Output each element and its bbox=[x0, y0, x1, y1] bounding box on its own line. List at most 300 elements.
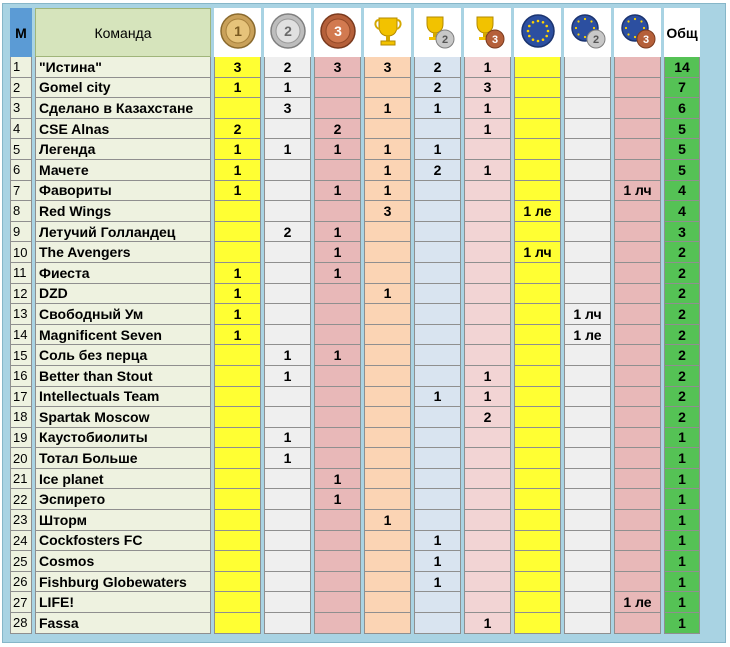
table-row bbox=[10, 489, 700, 510]
table-row bbox=[10, 98, 700, 119]
table-row bbox=[10, 448, 700, 469]
euro-gold-count-cell bbox=[514, 531, 561, 552]
bronze-cup-icon bbox=[469, 12, 507, 50]
euro-gold-count-cell bbox=[514, 139, 561, 160]
rank-cell: 19 bbox=[10, 428, 32, 449]
bronze-cup-count-cell bbox=[464, 489, 511, 510]
table-row bbox=[10, 325, 700, 346]
bronze-cup-count-cell: 1 bbox=[464, 613, 511, 634]
euro-silver-count-cell bbox=[564, 366, 611, 387]
bronze-cup-count-cell: 2 bbox=[464, 407, 511, 428]
bronze-medal-count-cell: 1 bbox=[314, 263, 361, 284]
gold-cup-count-cell bbox=[364, 263, 411, 284]
rank-cell: 26 bbox=[10, 572, 32, 593]
gold-medal-count-cell: 1 bbox=[214, 325, 261, 346]
silver-medal-count-cell bbox=[264, 572, 311, 593]
euro-bronze-count-cell bbox=[614, 572, 661, 593]
rank-cell: 16 bbox=[10, 366, 32, 387]
bronze-medal-count-cell bbox=[314, 510, 361, 531]
bronze-cup-count-cell bbox=[464, 139, 511, 160]
gold-cup-count-cell: 1 bbox=[364, 139, 411, 160]
total-cell: 2 bbox=[664, 366, 700, 387]
gold-medal-count-cell bbox=[214, 387, 261, 408]
gold-cup-count-cell: 1 bbox=[364, 160, 411, 181]
total-cell: 2 bbox=[664, 304, 700, 325]
silver-cup-count-cell bbox=[414, 428, 461, 449]
silver-cup-count-cell bbox=[414, 284, 461, 305]
table-row bbox=[10, 263, 700, 284]
euro-gold-count-cell bbox=[514, 572, 561, 593]
team-name-cell: Сделано в Казахстане bbox=[35, 98, 211, 119]
bronze-medal-count-cell bbox=[314, 78, 361, 99]
total-cell: 1 bbox=[664, 592, 700, 613]
silver-cup-count-cell bbox=[414, 489, 461, 510]
gold-medal-count-cell: 1 bbox=[214, 284, 261, 305]
euro-bronze-count-cell bbox=[614, 551, 661, 572]
table-row bbox=[10, 242, 700, 263]
euro-silver-coin-icon bbox=[569, 12, 607, 50]
bronze-cup-count-cell bbox=[464, 242, 511, 263]
header-team: Команда bbox=[35, 8, 211, 57]
team-name-cell: Свободный Ум bbox=[35, 304, 211, 325]
silver-medal-count-cell: 1 bbox=[264, 78, 311, 99]
team-name-cell: DZD bbox=[35, 284, 211, 305]
euro-silver-count-cell bbox=[564, 263, 611, 284]
gold-medal-count-cell: 1 bbox=[214, 181, 261, 202]
euro-bronze-count-cell bbox=[614, 387, 661, 408]
gold-medal-count-cell bbox=[214, 345, 261, 366]
bronze-medal-count-cell: 1 bbox=[314, 222, 361, 243]
euro-silver-count-cell bbox=[564, 201, 611, 222]
team-name-cell: Cosmos bbox=[35, 551, 211, 572]
bronze-medal-count-cell: 1 bbox=[314, 139, 361, 160]
gold-cup-count-cell bbox=[364, 407, 411, 428]
total-cell: 2 bbox=[664, 387, 700, 408]
silver-medal-count-cell bbox=[264, 407, 311, 428]
silver-medal-count-cell bbox=[264, 551, 311, 572]
euro-gold-count-cell bbox=[514, 448, 561, 469]
silver-medal-count-cell bbox=[264, 201, 311, 222]
silver-medal-count-cell: 1 bbox=[264, 366, 311, 387]
gold-cup-count-cell: 1 bbox=[364, 98, 411, 119]
silver-medal-count-cell bbox=[264, 469, 311, 490]
gold-medal-count-cell: 2 bbox=[214, 119, 261, 140]
table-row bbox=[10, 181, 700, 202]
standings-body bbox=[10, 57, 700, 634]
silver-medal-count-cell bbox=[264, 263, 311, 284]
gold-cup-count-cell: 1 bbox=[364, 181, 411, 202]
euro-bronze-count-cell bbox=[614, 160, 661, 181]
gold-medal-count-cell bbox=[214, 551, 261, 572]
header-total: Общ bbox=[664, 8, 700, 57]
silver-cup-icon bbox=[419, 12, 457, 50]
rank-cell: 28 bbox=[10, 613, 32, 634]
euro-bronze-count-cell bbox=[614, 325, 661, 346]
gold-cup-count-cell bbox=[364, 325, 411, 346]
bronze-cup-count-cell: 1 bbox=[464, 98, 511, 119]
gold-medal-count-cell bbox=[214, 98, 261, 119]
total-cell: 4 bbox=[664, 181, 700, 202]
euro-gold-count-cell bbox=[514, 551, 561, 572]
euro-bronze-count-cell bbox=[614, 222, 661, 243]
bronze-medal-count-cell bbox=[314, 531, 361, 552]
bronze-medal-count-cell bbox=[314, 284, 361, 305]
table-row bbox=[10, 613, 700, 634]
euro-bronze-count-cell bbox=[614, 531, 661, 552]
silver-cup-count-cell bbox=[414, 407, 461, 428]
euro-gold-count-cell bbox=[514, 489, 561, 510]
silver-cup-count-cell: 1 bbox=[414, 387, 461, 408]
euro-silver-count-cell bbox=[564, 448, 611, 469]
euro-bronze-count-cell bbox=[614, 119, 661, 140]
gold-medal-count-cell bbox=[214, 469, 261, 490]
euro-gold-count-cell bbox=[514, 345, 561, 366]
header-bronze-cup bbox=[464, 8, 511, 57]
table-row bbox=[10, 160, 700, 181]
table-row bbox=[10, 469, 700, 490]
euro-bronze-count-cell bbox=[614, 448, 661, 469]
bronze-cup-count-cell bbox=[464, 428, 511, 449]
bronze-cup-count-cell bbox=[464, 551, 511, 572]
euro-bronze-count-cell bbox=[614, 201, 661, 222]
rank-cell: 7 bbox=[10, 181, 32, 202]
gold-cup-count-cell bbox=[364, 572, 411, 593]
table-row bbox=[10, 551, 700, 572]
total-cell: 1 bbox=[664, 572, 700, 593]
silver-medal-count-cell bbox=[264, 489, 311, 510]
gold-medal-count-cell: 1 bbox=[214, 304, 261, 325]
header-m: М bbox=[10, 8, 32, 57]
euro-silver-count-cell bbox=[564, 387, 611, 408]
table-row bbox=[10, 531, 700, 552]
total-cell: 2 bbox=[664, 407, 700, 428]
silver-medal-count-cell bbox=[264, 531, 311, 552]
euro-bronze-count-cell bbox=[614, 510, 661, 531]
bronze-cup-count-cell bbox=[464, 201, 511, 222]
team-name-cell: The Avengers bbox=[35, 242, 211, 263]
rank-cell: 13 bbox=[10, 304, 32, 325]
euro-silver-count-cell bbox=[564, 592, 611, 613]
rank-cell: 6 bbox=[10, 160, 32, 181]
euro-bronze-count-cell bbox=[614, 284, 661, 305]
silver-cup-count-cell: 1 bbox=[414, 551, 461, 572]
table-row bbox=[10, 284, 700, 305]
rank-cell: 12 bbox=[10, 284, 32, 305]
team-name-cell: Fassa bbox=[35, 613, 211, 634]
team-name-cell: Better than Stout bbox=[35, 366, 211, 387]
bronze-cup-count-cell bbox=[464, 469, 511, 490]
team-name-cell: CSE Alnas bbox=[35, 119, 211, 140]
euro-gold-count-cell bbox=[514, 469, 561, 490]
table-row bbox=[10, 510, 700, 531]
euro-gold-count-cell bbox=[514, 428, 561, 449]
silver-cup-count-cell: 1 bbox=[414, 572, 461, 593]
total-cell: 1 bbox=[664, 489, 700, 510]
euro-gold-count-cell bbox=[514, 325, 561, 346]
total-cell: 2 bbox=[664, 345, 700, 366]
table-row bbox=[10, 345, 700, 366]
euro-bronze-count-cell bbox=[614, 139, 661, 160]
silver-cup-count-cell bbox=[414, 345, 461, 366]
silver-cup-count-cell: 2 bbox=[414, 57, 461, 78]
euro-silver-count-cell bbox=[564, 181, 611, 202]
silver-medal-count-cell: 2 bbox=[264, 57, 311, 78]
euro-silver-count-cell bbox=[564, 572, 611, 593]
euro-gold-count-cell bbox=[514, 119, 561, 140]
bronze-medal-count-cell bbox=[314, 613, 361, 634]
team-name-cell: Ice planet bbox=[35, 469, 211, 490]
euro-silver-count-cell bbox=[564, 531, 611, 552]
bronze-medal-icon bbox=[319, 12, 357, 50]
euro-silver-count-cell bbox=[564, 551, 611, 572]
silver-medal-count-cell bbox=[264, 387, 311, 408]
gold-medal-count-cell: 3 bbox=[214, 57, 261, 78]
table-row bbox=[10, 119, 700, 140]
total-cell: 1 bbox=[664, 448, 700, 469]
gold-cup-count-cell bbox=[364, 222, 411, 243]
header-row bbox=[10, 8, 700, 57]
silver-cup-count-cell: 2 bbox=[414, 160, 461, 181]
silver-cup-count-cell bbox=[414, 181, 461, 202]
silver-cup-count-cell bbox=[414, 201, 461, 222]
table-row bbox=[10, 428, 700, 449]
silver-medal-count-cell bbox=[264, 304, 311, 325]
euro-silver-count-cell: 1 лч bbox=[564, 304, 611, 325]
header-gold-cup bbox=[364, 8, 411, 57]
silver-cup-count-cell bbox=[414, 592, 461, 613]
bronze-cup-count-cell bbox=[464, 304, 511, 325]
euro-gold-count-cell bbox=[514, 592, 561, 613]
team-name-cell: Intellectuals Team bbox=[35, 387, 211, 408]
gold-medal-count-cell bbox=[214, 242, 261, 263]
table-row bbox=[10, 304, 700, 325]
euro-silver-count-cell bbox=[564, 222, 611, 243]
svg-text:3: 3 bbox=[333, 23, 342, 39]
silver-medal-count-cell bbox=[264, 181, 311, 202]
euro-silver-count-cell bbox=[564, 242, 611, 263]
team-name-cell: LIFE! bbox=[35, 592, 211, 613]
euro-silver-count-cell bbox=[564, 407, 611, 428]
bronze-cup-count-cell bbox=[464, 181, 511, 202]
bronze-cup-count-cell bbox=[464, 510, 511, 531]
euro-gold-count-cell bbox=[514, 366, 561, 387]
euro-bronze-count-cell bbox=[614, 613, 661, 634]
rank-cell: 1 bbox=[10, 57, 32, 78]
silver-medal-count-cell: 3 bbox=[264, 98, 311, 119]
rank-cell: 15 bbox=[10, 345, 32, 366]
table-row bbox=[10, 572, 700, 593]
gold-cup-count-cell: 3 bbox=[364, 201, 411, 222]
bronze-medal-count-cell bbox=[314, 325, 361, 346]
svg-text:1: 1 bbox=[233, 23, 242, 39]
header-euro-bronze-coin bbox=[614, 8, 661, 57]
rank-cell: 14 bbox=[10, 325, 32, 346]
table-row bbox=[10, 222, 700, 243]
table-row bbox=[10, 201, 700, 222]
gold-medal-count-cell bbox=[214, 489, 261, 510]
bronze-medal-count-cell bbox=[314, 428, 361, 449]
team-name-cell: Соль без перца bbox=[35, 345, 211, 366]
silver-cup-count-cell bbox=[414, 263, 461, 284]
rank-cell: 23 bbox=[10, 510, 32, 531]
table-row bbox=[10, 78, 700, 99]
gold-cup-count-cell bbox=[364, 448, 411, 469]
total-cell: 6 bbox=[664, 98, 700, 119]
euro-gold-coin-icon bbox=[519, 12, 557, 50]
team-name-cell: Фавориты bbox=[35, 181, 211, 202]
bronze-medal-count-cell: 3 bbox=[314, 57, 361, 78]
bronze-cup-count-cell bbox=[464, 325, 511, 346]
silver-medal-count-cell bbox=[264, 325, 311, 346]
team-name-cell: Cockfosters FC bbox=[35, 531, 211, 552]
team-name-cell: Fishburg Globewaters bbox=[35, 572, 211, 593]
total-cell: 2 bbox=[664, 242, 700, 263]
gold-cup-count-cell bbox=[364, 304, 411, 325]
total-cell: 5 bbox=[664, 160, 700, 181]
bronze-medal-count-cell: 1 bbox=[314, 181, 361, 202]
gold-cup-count-cell bbox=[364, 551, 411, 572]
total-cell: 1 bbox=[664, 531, 700, 552]
silver-cup-count-cell bbox=[414, 613, 461, 634]
euro-bronze-count-cell bbox=[614, 407, 661, 428]
svg-text:2: 2 bbox=[441, 34, 448, 46]
bronze-cup-count-cell bbox=[464, 572, 511, 593]
total-cell: 14 bbox=[664, 57, 700, 78]
team-name-cell: Летучий Голландец bbox=[35, 222, 211, 243]
silver-cup-count-cell bbox=[414, 119, 461, 140]
euro-gold-count-cell bbox=[514, 78, 561, 99]
euro-silver-count-cell bbox=[564, 489, 611, 510]
bronze-cup-count-cell: 1 bbox=[464, 387, 511, 408]
rank-cell: 3 bbox=[10, 98, 32, 119]
gold-medal-count-cell: 1 bbox=[214, 139, 261, 160]
silver-medal-count-cell bbox=[264, 284, 311, 305]
gold-cup-icon bbox=[369, 12, 407, 50]
total-cell: 7 bbox=[664, 78, 700, 99]
euro-gold-count-cell bbox=[514, 160, 561, 181]
gold-cup-count-cell bbox=[364, 469, 411, 490]
bronze-cup-count-cell bbox=[464, 592, 511, 613]
gold-medal-count-cell bbox=[214, 613, 261, 634]
team-name-cell: Spartak Moscow bbox=[35, 407, 211, 428]
silver-medal-count-cell: 2 bbox=[264, 222, 311, 243]
bronze-medal-count-cell bbox=[314, 366, 361, 387]
gold-cup-count-cell bbox=[364, 345, 411, 366]
euro-bronze-count-cell bbox=[614, 345, 661, 366]
silver-cup-count-cell bbox=[414, 304, 461, 325]
table-row bbox=[10, 387, 700, 408]
euro-bronze-count-cell bbox=[614, 78, 661, 99]
bronze-medal-count-cell: 2 bbox=[314, 119, 361, 140]
euro-bronze-count-cell bbox=[614, 304, 661, 325]
bronze-medal-count-cell bbox=[314, 98, 361, 119]
euro-gold-count-cell bbox=[514, 222, 561, 243]
euro-silver-count-cell bbox=[564, 78, 611, 99]
bronze-medal-count-cell bbox=[314, 201, 361, 222]
team-name-cell: Каустобиолиты bbox=[35, 428, 211, 449]
euro-gold-count-cell bbox=[514, 181, 561, 202]
header-gold-medal bbox=[214, 8, 261, 57]
euro-silver-count-cell bbox=[564, 160, 611, 181]
euro-gold-count-cell: 1 ле bbox=[514, 201, 561, 222]
rank-cell: 21 bbox=[10, 469, 32, 490]
gold-medal-count-cell: 1 bbox=[214, 78, 261, 99]
gold-medal-count-cell bbox=[214, 366, 261, 387]
total-cell: 4 bbox=[664, 201, 700, 222]
gold-cup-count-cell bbox=[364, 366, 411, 387]
bronze-medal-count-cell: 1 bbox=[314, 489, 361, 510]
svg-text:2: 2 bbox=[283, 23, 292, 39]
silver-cup-count-cell bbox=[414, 366, 461, 387]
silver-cup-count-cell: 1 bbox=[414, 139, 461, 160]
gold-medal-count-cell bbox=[214, 222, 261, 243]
total-cell: 2 bbox=[664, 325, 700, 346]
bronze-medal-count-cell bbox=[314, 592, 361, 613]
bronze-medal-count-cell bbox=[314, 160, 361, 181]
euro-gold-count-cell bbox=[514, 98, 561, 119]
bronze-cup-count-cell bbox=[464, 345, 511, 366]
gold-medal-count-cell bbox=[214, 572, 261, 593]
euro-silver-count-cell bbox=[564, 510, 611, 531]
silver-medal-count-cell bbox=[264, 510, 311, 531]
euro-silver-count-cell bbox=[564, 345, 611, 366]
standings-table bbox=[7, 8, 703, 634]
euro-bronze-count-cell bbox=[614, 469, 661, 490]
silver-cup-count-cell: 1 bbox=[414, 98, 461, 119]
total-cell: 1 bbox=[664, 510, 700, 531]
rank-cell: 24 bbox=[10, 531, 32, 552]
euro-gold-count-cell bbox=[514, 407, 561, 428]
gold-cup-count-cell bbox=[364, 592, 411, 613]
euro-gold-count-cell bbox=[514, 284, 561, 305]
euro-bronze-count-cell: 1 лч bbox=[614, 181, 661, 202]
silver-cup-count-cell bbox=[414, 325, 461, 346]
silver-medal-count-cell bbox=[264, 119, 311, 140]
euro-silver-count-cell: 1 ле bbox=[564, 325, 611, 346]
standings-table-frame bbox=[2, 3, 726, 643]
bronze-medal-count-cell: 1 bbox=[314, 469, 361, 490]
rank-cell: 8 bbox=[10, 201, 32, 222]
gold-medal-count-cell bbox=[214, 510, 261, 531]
silver-cup-count-cell bbox=[414, 242, 461, 263]
silver-medal-count-cell: 1 bbox=[264, 428, 311, 449]
bronze-cup-count-cell: 1 bbox=[464, 160, 511, 181]
euro-bronze-count-cell bbox=[614, 263, 661, 284]
table-row bbox=[10, 57, 700, 78]
rank-cell: 11 bbox=[10, 263, 32, 284]
euro-bronze-coin-icon bbox=[619, 12, 657, 50]
rank-cell: 9 bbox=[10, 222, 32, 243]
total-cell: 5 bbox=[664, 119, 700, 140]
gold-medal-count-cell bbox=[214, 592, 261, 613]
total-cell: 2 bbox=[664, 263, 700, 284]
rank-cell: 27 bbox=[10, 592, 32, 613]
rank-cell: 22 bbox=[10, 489, 32, 510]
euro-bronze-count-cell: 1 ле bbox=[614, 592, 661, 613]
bronze-medal-count-cell bbox=[314, 407, 361, 428]
team-name-cell: Gomel city bbox=[35, 78, 211, 99]
rank-cell: 17 bbox=[10, 387, 32, 408]
team-name-cell: Легенда bbox=[35, 139, 211, 160]
euro-gold-count-cell bbox=[514, 613, 561, 634]
total-cell: 1 bbox=[664, 428, 700, 449]
team-name-cell: "Истина" bbox=[35, 57, 211, 78]
bronze-medal-count-cell bbox=[314, 448, 361, 469]
gold-medal-icon bbox=[219, 12, 257, 50]
euro-silver-count-cell bbox=[564, 57, 611, 78]
bronze-cup-count-cell bbox=[464, 284, 511, 305]
bronze-cup-count-cell: 1 bbox=[464, 119, 511, 140]
